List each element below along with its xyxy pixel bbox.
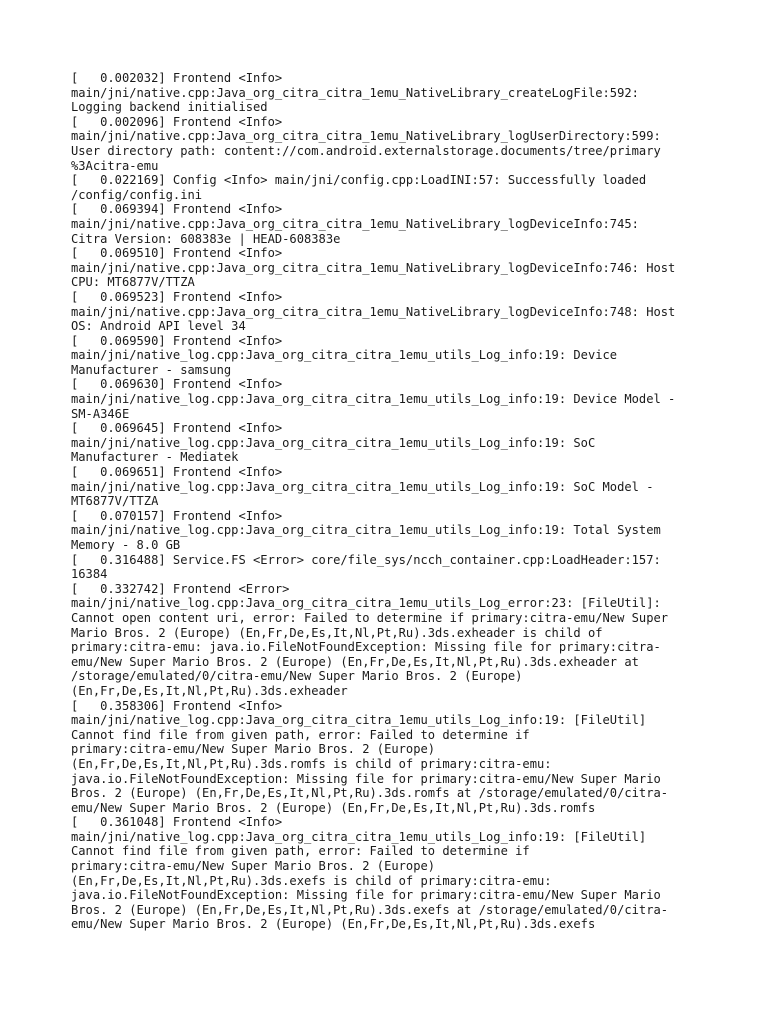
- log-line: main/jni/native_log.cpp:Java_org_citra_citra_1emu_utils_Log_info:19: [FileUtil]: [71, 713, 647, 728]
- log-line: Bros. 2 (Europe) (En,Fr,De,Es,It,Nl,Pt,Ru).3ds.romfs at /storage/emulated/0/citra-: [71, 786, 669, 801]
- log-line: main/jni/native_log.cpp:Java_org_citra_citra_1emu_utils_Log_info:19: SoC: [71, 435, 596, 450]
- log-line: Cannot find file from given path, error: Failed to determine if: [71, 727, 530, 742]
- log-line: java.io.FileNotFoundException: Missing file for primary:citra-emu/New Super Mario: [71, 888, 661, 903]
- log-line: main/jni/native_log.cpp:Java_org_citra_citra_1emu_utils_Log_info:19: Device Model -: [71, 392, 676, 407]
- log-line: emu/New Super Mario Bros. 2 (Europe) (En,Fr,De,Es,It,Nl,Pt,Ru).3ds.exheader at: [71, 654, 639, 669]
- log-line: 16384: [71, 567, 108, 582]
- log-line: Manufacturer - samsung: [71, 362, 232, 377]
- log-line: Logging backend initialised: [71, 100, 268, 115]
- log-line: [ 0.002096] Frontend <Info>: [71, 114, 283, 129]
- log-line: main/jni/native.cpp:Java_org_citra_citra_1emu_NativeLibrary_logDeviceInfo:746: Host: [71, 260, 676, 275]
- log-line: emu/New Super Mario Bros. 2 (Europe) (En,Fr,De,Es,It,Nl,Pt,Ru).3ds.romfs: [71, 800, 596, 815]
- log-line: Memory - 8.0 GB: [71, 538, 181, 552]
- log-line: [ 0.316488] Service.FS <Error> core/file_sys/ncch_container.cpp:LoadHeader:157:: [71, 552, 661, 567]
- log-line: java.io.FileNotFoundException: Missing file for primary:citra-emu/New Super Mario: [71, 771, 661, 786]
- log-line: (En,Fr,De,Es,It,Nl,Pt,Ru).3ds.exefs is child of primary:citra-emu:: [71, 873, 552, 888]
- log-line: (En,Fr,De,Es,It,Nl,Pt,Ru).3ds.romfs is child of primary:citra-emu:: [71, 756, 552, 771]
- log-line: %3Acitra-emu: [71, 158, 159, 173]
- log-line: [ 0.069510] Frontend <Info>: [71, 246, 283, 261]
- log-line: [ 0.069590] Frontend <Info>: [71, 333, 283, 348]
- log-line: [ 0.002032] Frontend <Info>: [71, 71, 283, 85]
- log-line: Bros. 2 (Europe) (En,Fr,De,Es,It,Nl,Pt,Ru).3ds.exefs at /storage/emulated/0/citra-: [71, 902, 669, 917]
- log-line: Cannot open content uri, error: Failed to determine if primary:citra-emu/New Super: [71, 610, 669, 625]
- log-text-block: [71, 71, 711, 932]
- log-line: /config/config.ini: [71, 187, 203, 202]
- log-line: Mario Bros. 2 (Europe) (En,Fr,De,Es,It,Nl,Pt,Ru).3ds.exheader is child of: [71, 625, 603, 640]
- log-line: primary:citra-emu/New Super Mario Bros. 2 (Europe): [71, 742, 436, 757]
- log-line: Citra Version: 608383e | HEAD-608383e: [71, 231, 341, 246]
- log-line: [ 0.022169] Config <Info> main/jni/config.cpp:LoadINI:57: Successfully loaded: [71, 173, 647, 188]
- log-line: User directory path: content://com.android.externalstorage.documents/tree/primary: [71, 143, 661, 158]
- log-line: [ 0.069523] Frontend <Info>: [71, 289, 283, 304]
- log-line: main/jni/native.cpp:Java_org_citra_citra_1emu_NativeLibrary_logDeviceInfo:745:: [71, 216, 639, 231]
- log-line: [ 0.070157] Frontend <Info>: [71, 508, 283, 523]
- log-line: main/jni/native_log.cpp:Java_org_citra_citra_1emu_utils_Log_info:19: Total System: [71, 523, 661, 538]
- log-line: emu/New Super Mario Bros. 2 (Europe) (En,Fr,De,Es,It,Nl,Pt,Ru).3ds.exefs: [71, 917, 596, 932]
- log-line: [ 0.361048] Frontend <Info>: [71, 815, 283, 830]
- log-line: primary:citra-emu: java.io.FileNotFoundException: Missing file for primary:citra-: [71, 640, 661, 655]
- log-line: [ 0.069651] Frontend <Info>: [71, 465, 283, 480]
- log-line: [ 0.332742] Frontend <Error>: [71, 581, 290, 596]
- log-line: primary:citra-emu/New Super Mario Bros. 2 (Europe): [71, 859, 436, 874]
- log-line: [ 0.069645] Frontend <Info>: [71, 421, 283, 436]
- log-line: SM-A346E: [71, 406, 130, 421]
- log-line: CPU: MT6877V/TTZA: [71, 275, 195, 290]
- log-line: Cannot find file from given path, error: Failed to determine if: [71, 844, 530, 859]
- log-line: main/jni/native_log.cpp:Java_org_citra_citra_1emu_utils_Log_info:19: SoC Model -: [71, 479, 654, 494]
- log-line: [ 0.069394] Frontend <Info>: [71, 202, 283, 217]
- log-line: Manufacturer - Mediatek: [71, 450, 239, 465]
- log-line: main/jni/native.cpp:Java_org_citra_citra_1emu_NativeLibrary_logUserDirectory:599:: [71, 129, 661, 144]
- log-line: OS: Android API level 34: [71, 319, 246, 334]
- log-line: main/jni/native.cpp:Java_org_citra_citra_1emu_NativeLibrary_logDeviceInfo:748: Host: [71, 304, 676, 319]
- log-line: [ 0.069630] Frontend <Info>: [71, 377, 283, 392]
- log-line: MT6877V/TTZA: [71, 494, 159, 509]
- log-line: (En,Fr,De,Es,It,Nl,Pt,Ru).3ds.exheader: [71, 683, 348, 698]
- log-line: main/jni/native_log.cpp:Java_org_citra_citra_1emu_utils_Log_info:19: Device: [71, 348, 618, 363]
- log-line: main/jni/native.cpp:Java_org_citra_citra_1emu_NativeLibrary_createLogFile:592:: [71, 85, 639, 100]
- log-line: /storage/emulated/0/citra-emu/New Super Mario Bros. 2 (Europe): [71, 669, 523, 684]
- log-line: main/jni/native_log.cpp:Java_org_citra_citra_1emu_utils_Log_info:19: [FileUtil]: [71, 829, 647, 844]
- log-line: [ 0.358306] Frontend <Info>: [71, 698, 283, 713]
- log-line: main/jni/native_log.cpp:Java_org_citra_citra_1emu_utils_Log_error:23: [FileUtil]:: [71, 596, 661, 611]
